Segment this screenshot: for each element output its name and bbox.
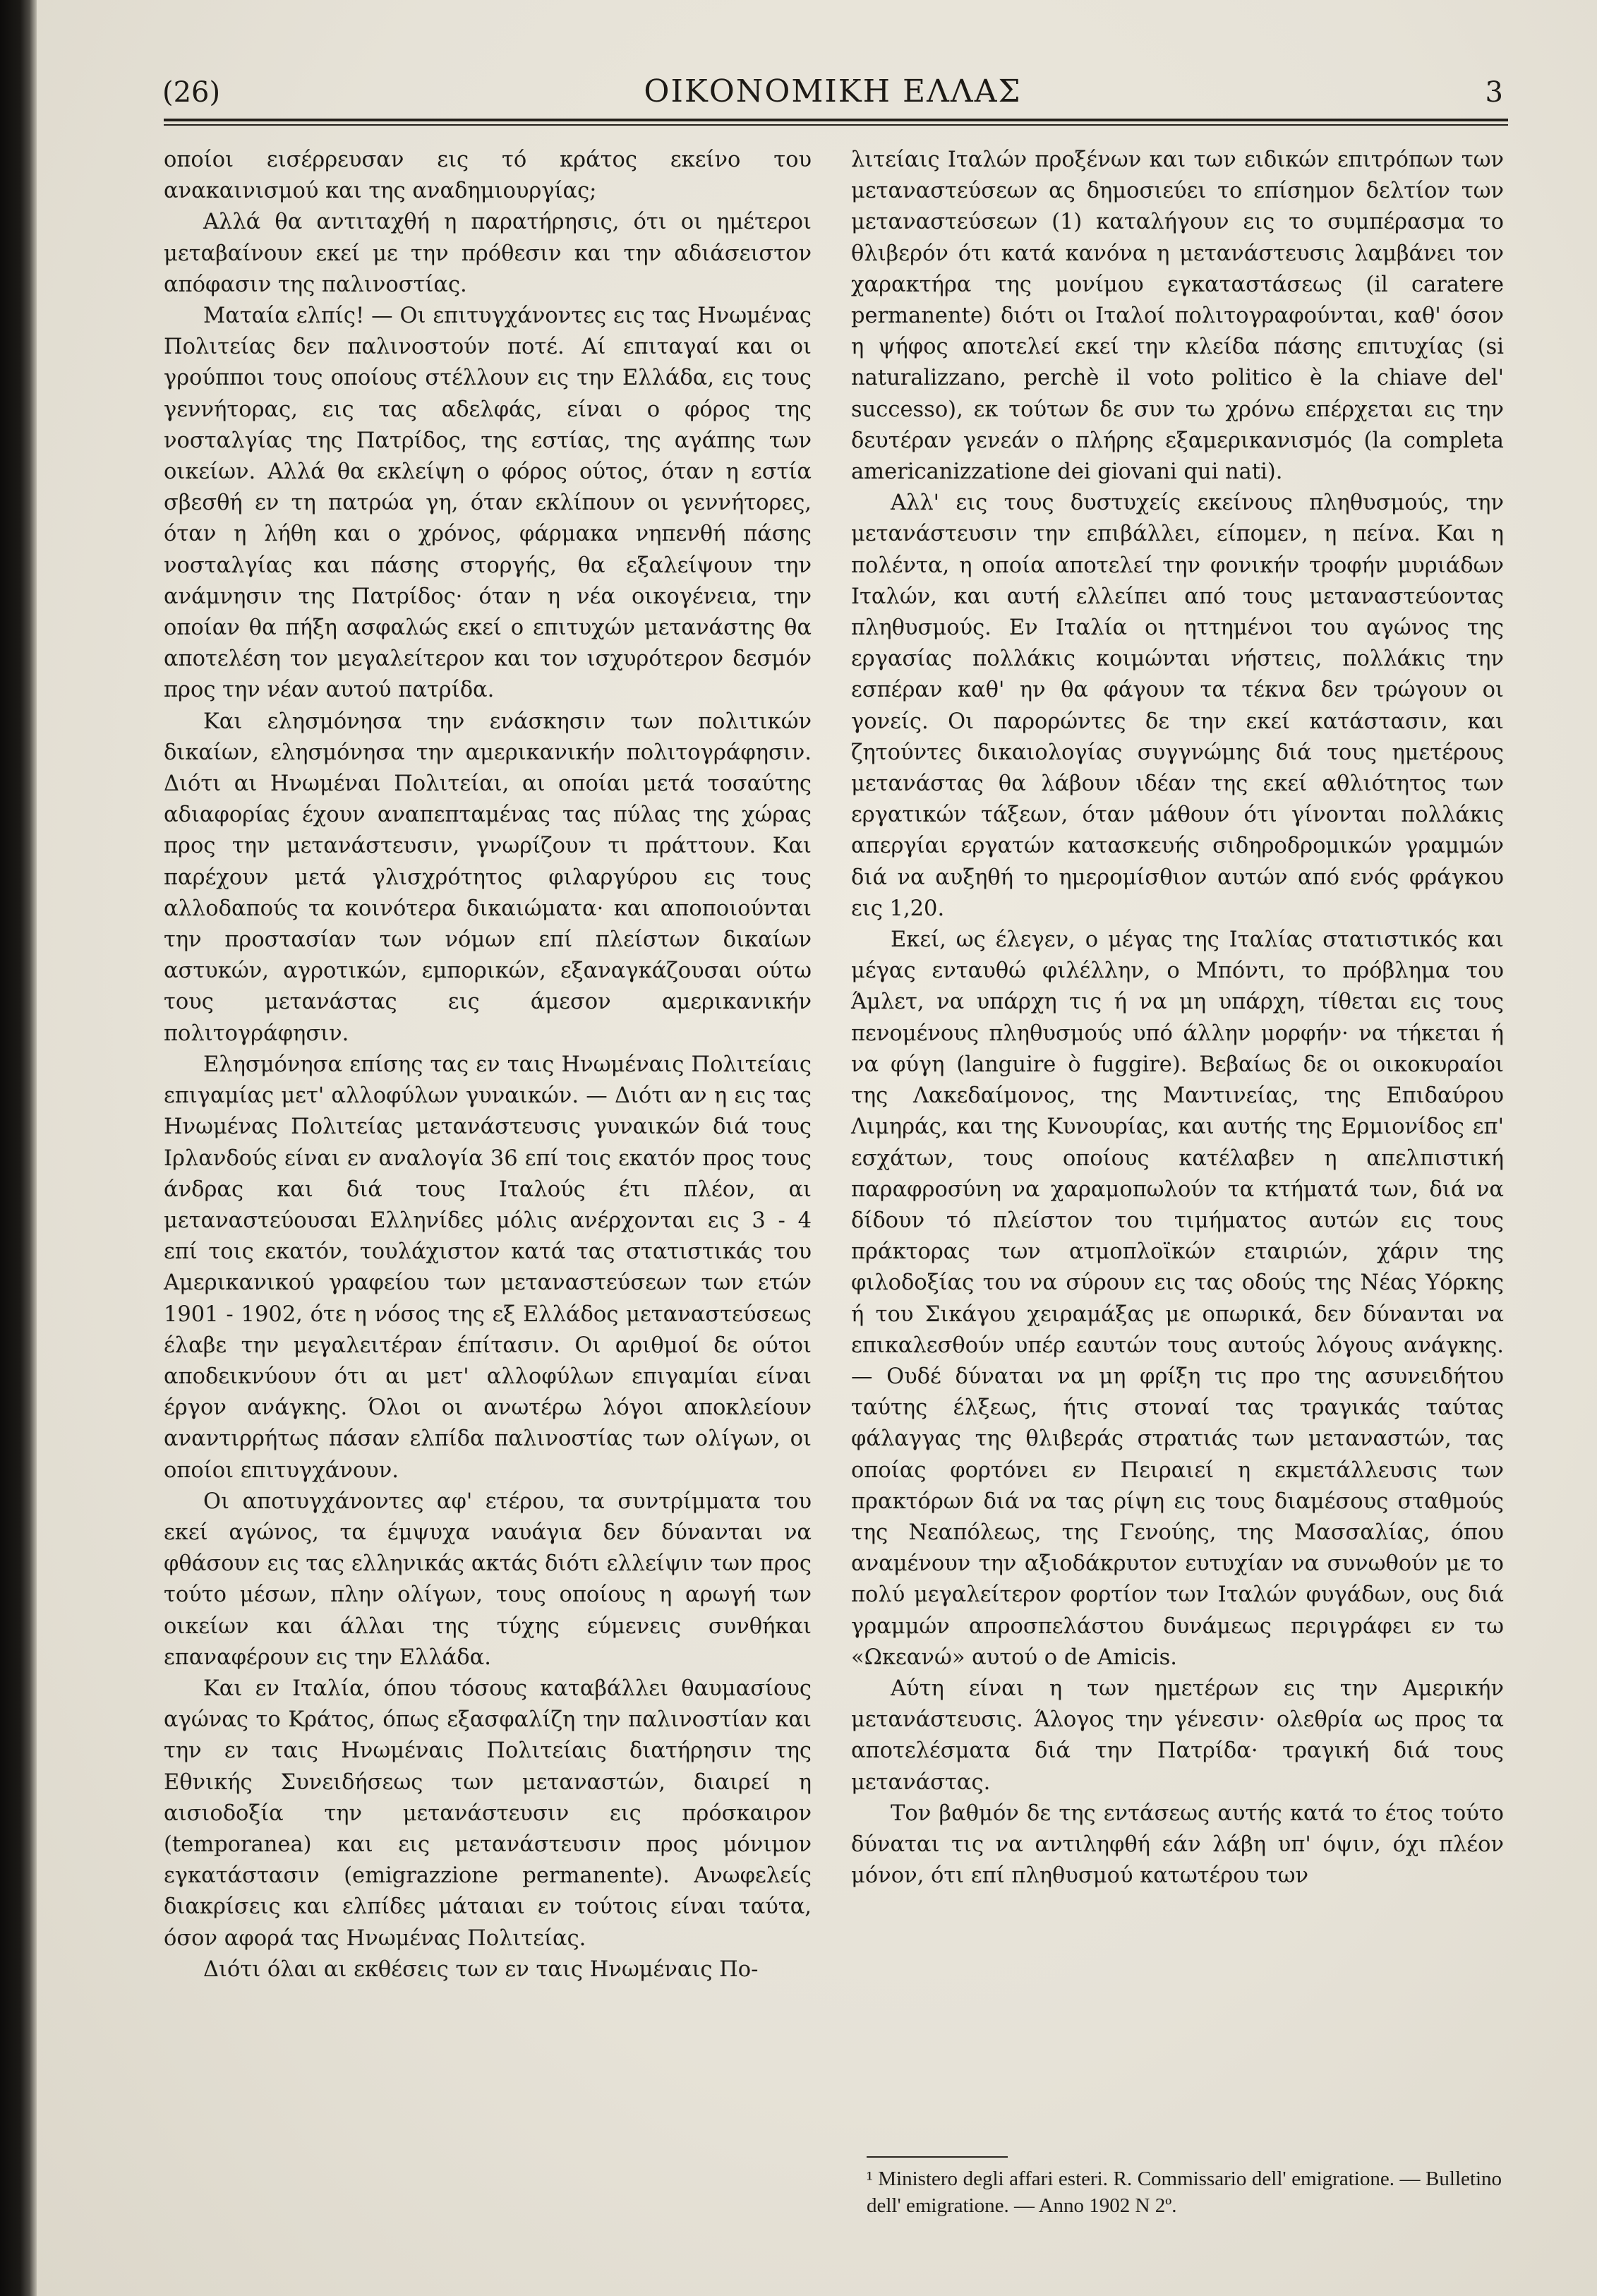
journal-title: ΟΙΚΟΝΟΜΙΚΗ ΕΛΛΑΣ bbox=[644, 73, 1022, 109]
paragraph: Και ελησμόνησα την ενάσκησιν των πολιτικών δικαίων, ελησμόνησα την αμερικανικήν πολιτογράφησιν. Διότι αι Ηνωμέναι Πολιτείαι, αι οποίαι μετά τοσαύτης αδιαφορίας έχουν αναπεπταμένας τας πύλας της χώρας προς την μετανάστευσιν, γνωρίζουν τι πράττουν. Και παρέχουν μετά γλισχρότητος φιλαργύρου εις τους αλλοδαπούς τα κοινότερα δικαιώματα· και αποποιούνται την προστασίαν των νόμων επί πλείστων δικαίων αστυκών, αγροτικών, εμπορικών, εξαναγκάζουσαι ούτω τους μετανάστας εις άμεσον αμερικανικήν πολιτογράφησιν. bbox=[164, 709, 812, 1046]
right-text-column bbox=[851, 145, 1504, 1892]
footnote-text: ¹ Ministero degli affari esteri. R. Commissario dell' emigratione. — Bulletino dell' emigratione. — Anno 1902 N 2º. bbox=[867, 2168, 1502, 2217]
left-text-column bbox=[164, 145, 812, 1985]
paragraph: Διότι όλαι αι εκθέσεις των εν ταις Ηνωμέναις Πο- bbox=[203, 1957, 759, 1982]
page-number-right: 3 bbox=[1485, 76, 1503, 109]
page-number-left: (26) bbox=[162, 76, 221, 109]
running-header bbox=[162, 71, 1503, 113]
paragraph: Και εν Ιταλία, όπου τόσους καταβάλλει θαυμασίους αγώνας το Κράτος, όπως εξασφαλίζη την παλινοστίαν και την εν ταις Ηνωμέναις Πολιτείαις διατήρησιν της Εθνικής Συνειδήσεως των μεταναστών, διαιρεί η αισιοδοξία την μετανάστευσιν εις πρόσκαιρον (temporanea) και εις μετανάστευσιν προς μόνιμον εγκατάστασιν (emigrazzione permanente). Ανωφελείς διακρίσεις και ελπίδες μάταιαι εν τούτοις είναι ταύτα, όσον αφορά τας Ηνωμένας Πολιτείας. bbox=[164, 1676, 812, 1951]
paragraph: Ελησμόνησα επίσης τας εν ταις Ηνωμέναις Πολιτείαις επιγαμίας μετ' αλλοφύλων γυναικών. — Διότι αν η εις τας Ηνωμένας Πολιτείας μετανάστευσις γυναικών διά τους Ιρλανδούς είναι εν αναλογία 36 επί τοις εκατόν προς τους άνδρας και διά τους Ιταλούς έτι πλέον, αι μεταναστεύουσαι Ελληνίδες μόλις ανέρχονται εις 3 - 4 επί τοις εκατόν, τουλάχιστον κατά τας στατιστικάς του Αμερικανικού γραφείου των μεταναστεύσεων των ετών 1901 - 1902, ότε η νόσος της εξ Ελλάδος μεταναστεύσεως έλαβε την μεγαλειτέραν έπίτασιν. Οι αριθμοί δε ούτοι αποδεικνύουν ότι αι μετ' αλλοφύλων επιγαμίαι είναι έργον ανάγκης. Όλοι οι ανωτέρω λόγοι αποκλείουν αναντιρρήτως πάσαν ελπίδα παλινοστίας των ολίγων, οι οποίοι επιτυγχάνουν. bbox=[164, 1052, 812, 1483]
paragraph: λιτείαις Ιταλών προξένων και των ειδικών επιτρόπων των μεταναστεύσεων ας δημοσιεύει το επίσημον δελτίον των μεταναστεύσεων (1) καταλήγουν εις το συμπέρασμα το θλιβερόν ότι κατά κανόνα η μετανάστευσις λαμβάνει τον χαρακτήρα της μονίμου εγκαταστάσεως (il caratere permanente) διότι οι Ιταλοί πολιτογραφούνται, καθ' όσον η ψήφος αποτελεί εκεί την κλείδα πάσης επιτυχίας (si naturalizzano, perchè il voto politico è la chiave del' successo), εκ τούτων δε συν τω χρόνω επέρχεται εις την δευτέραν γενεάν ο πλήρης εξαμερικανισμός (la completa americanizzatione dei giovani qui nati). bbox=[851, 148, 1504, 485]
paragraph: Οι αποτυγχάνοντες αφ' ετέρου, τα συντρίμματα του εκεί αγώνος, τα έμψυχα ναυάγια δεν δύνανται να φθάσουν εις τας ελληνικάς ακτάς διότι ελλείψιν των προς τούτο μέσων, πλην ολίγων, τους οποίους η αρωγή των οικείων και άλλαι της τύχης εύμενεις συνθήκαι επαναφέρουν εις την Ελλάδα. bbox=[164, 1489, 812, 1670]
book-binding-shadow bbox=[0, 0, 37, 2296]
paragraph: Εκεί, ως έλεγεν, ο μέγας της Ιταλίας στατιστικός και μέγας ενταυθώ φιλέλλην, ο Μπόντι, το πρόβλημα του Άμλετ, να υπάρχη τις ή να μη υπάρχη, τίθεται εις τους πενομένους πληθυσμούς υπό άλλην μορφήν· να τήκεται ή να φύγη (languire ò fuggire). Βεβαίως δε οι οικοκυραίοι της Λακεδαίμονος, της Μαντινείας, της Επιδαύρου Λιμηράς, και της Κυνουρίας, και αυτής της Ερμιονίδος επ' εσχάτων, τους οποίους κατέλαβεν η απελπιστική παραφροσύνη να χαραμοπωλούν τα κτήματά των, διά να δίδουν τό πλείστον του τιμήματος αυτών εις τους πράκτορας των ατμοπλοϊκών εταιριών, χάριν της φιλοδοξίας του να σύρουν εις τας οδούς της Νέας Υόρκης ή του Σικάγου χειραμάξας με οπωρικά, δεν δύνανται να επικαλεσθούν υπέρ εαυτών τους αυτούς λόγους ανάγκης. — Ουδέ δύναται να μη φρίξη τις προ της ασυνειδήτου ταύτης έλξεως, ήτις στοναί τας τραγικάς ταύτας φάλαγγας της θλιβεράς στρατιάς των μεταναστών, τας οποίας φορτόνει εν Πειραιεί η εκμετάλλευσις των πρακτόρων διά να τας ρίψη εις τους διαμέσους σταθμούς της Νεαπόλεως, της Γενούης, της Μασσαλίας, όπου αναμένουν την αξιοδάκρυτον ευτυχίαν να συνωθούν με το πολύ μεγαλείτερον φορτίον των Ιταλών φυγάδων, ους διά γραμμών απροσπελάστου δυνάμεως περιγράφει εν τω «Ωκεανώ» αυτού ο de Amicis. bbox=[851, 927, 1504, 1670]
footnote-rule bbox=[867, 2156, 1008, 2158]
paragraph: οποίοι εισέρρευσαν εις τό κράτος εκείνο του ανακαινισμού και της αναδημιουργίας; bbox=[164, 148, 812, 204]
paragraph: Τον βαθμόν δε της εντάσεως αυτής κατά το έτος τούτο δύναται τις να αντιληφθή εάν λάβη υπ' όψιν, όχι πλέον μόνον, ότι επί πληθυσμού κατωτέρου των bbox=[851, 1801, 1504, 1889]
paragraph: Ματαία ελπίς! — Οι επιτυγχάνοντες εις τας Ηνωμένας Πολιτείας δεν παλινοστούν ποτέ. Αί επιταγαί και οι γρούπποι τους οποίους στέλλουν εις την Ελλάδα, εις τους γεννήτορας, εις τας αδελφάς, είναι ο φόρος της νοσταλγίας της Πατρίδος, της εστίας, της αγάπης των οικείων. Αλλά θα εκλείψη ο φόρος ούτος, όταν η εστία σβεσθή εν τη πατρώα γη, όταν εκλίπουν οι γεννήτορες, όταν η λήθη και ο χρόνος, φάρμακα νηπενθή πάσης νοσταλγίας και πάσης στοργής, θα εξαλείψουν την ανάμνησιν της Πατρίδος· όταν η νέα οικογένεια, την οποίαν θα πήξη ασφαλώς εκεί ο επιτυχών μετανάστης θα αποτελέση τον μεγαλείτερον και τον ισχυρότερον δεσμόν προς την νέαν αυτού πατρίδα. bbox=[164, 303, 812, 703]
header-rule-thin bbox=[164, 124, 1508, 126]
paragraph: Αύτη είναι η των ημετέρων εις την Αμερικήν μετανάστευσις. Άλογος την γένεσιν· ολεθρία ως προς τα αποτελέσματα διά την Πατρίδα· τραγική διά τους μετανάστας. bbox=[851, 1676, 1504, 1795]
paragraph: Αλλά θα αντιταχθή η παρατήρησις, ότι οι ημέτεροι μεταβαίνουν εκεί με την πρόθεσιν και την αδιάσειστον απόφασιν της παλινοστίας. bbox=[164, 210, 812, 297]
footnote bbox=[867, 2165, 1502, 2219]
header-rule-thick bbox=[164, 119, 1508, 121]
paragraph: Αλλ' εις τους δυστυχείς εκείνους πληθυσμούς, την μετανάστευσιν την επιβάλλει, είπομεν, η πείνα. Και η πολέντα, η οποία αποτελεί την φονικήν τροφήν μυριάδων Ιταλών, και αυτή ελλείπει από τους μεταναστεύοντας πληθυσμούς. Εν Ιταλία οι ηττημένοι του αγώνος της εργασίας πολλάκις κοιμώνται νήστεις, πολλάκις την εσπέραν καθ' ην θα φάγουν τα τέκνα δεν τρώγουν οι γονείς. Οι παρορώντες δε την εκεί κατάστασιν, και ζητούντες δικαιολογίας συγγνώμης διά τους ημετέρους μετανάστας θα λάβουν ιδέαν της εκεί αθλιότητος των εργατικών τάξεων, όταν μάθουν ότι γίνονται πολλάκις απεργίαι εργατών κατασκευής σιδηροδρομικών γραμμών διά να αυξηθή το ημερομίσθιον αυτών από ενός φράγκου εις 1,20. bbox=[851, 491, 1504, 921]
